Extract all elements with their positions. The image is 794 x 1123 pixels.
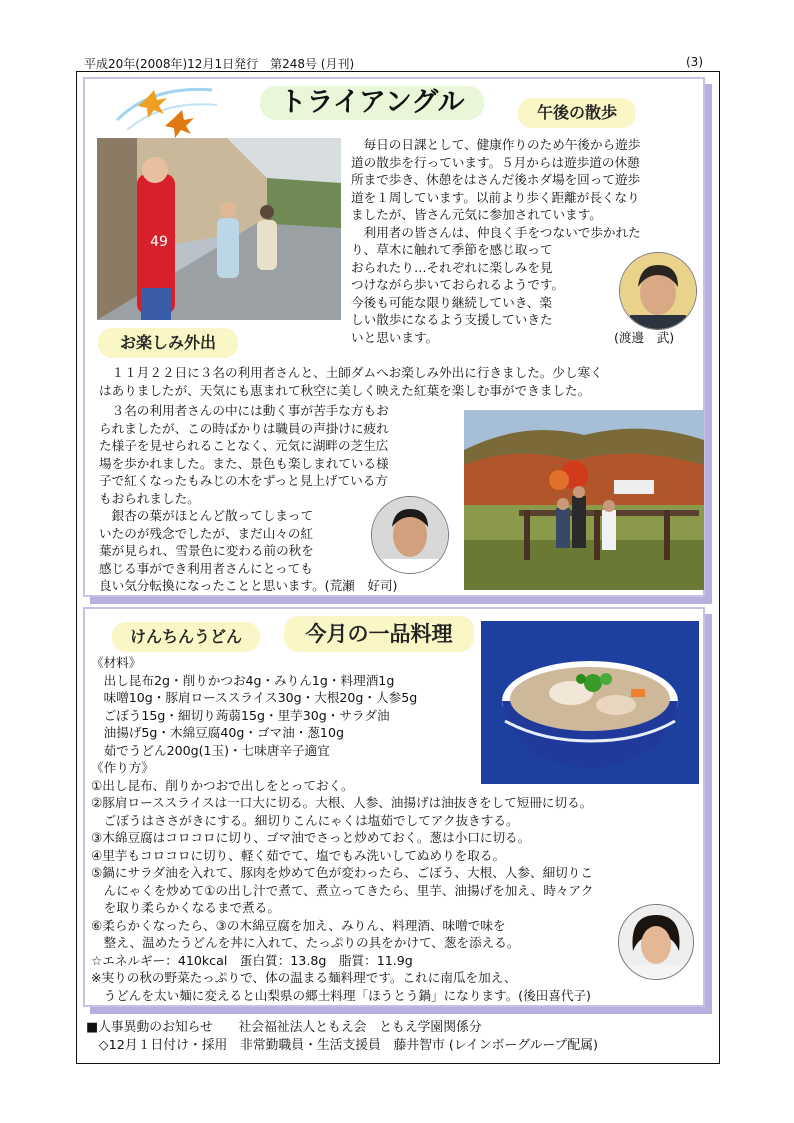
walk-line: つけながら歩いておられるようです。 bbox=[351, 277, 565, 292]
recipe-line: 味噌10g・豚肩ローススライス30g・大根20g・人参5g bbox=[91, 690, 418, 705]
arase-portrait bbox=[371, 496, 449, 574]
walk-line: 所まで歩き、休憩をはさんだ後ホダ場を回って遊歩 bbox=[351, 172, 641, 187]
walk-heading: 午後の散歩 bbox=[518, 98, 636, 128]
outing-line: もおられました。 bbox=[99, 490, 200, 506]
outing-line: 銀杏の葉がほとんど散ってしまって bbox=[99, 508, 314, 523]
recipe-line: 《作り方》 bbox=[91, 760, 154, 775]
autumn-leaves-illustration bbox=[112, 80, 222, 140]
recipe-line: 整え、温めたうどんを丼に入れて、たっぷりの具をかけて、葱を添える。 bbox=[91, 935, 520, 950]
outing-line: １１月２２日に３名の利用者さんと、土師ダムへお楽しみ外出に行きました。少し寒く bbox=[99, 365, 603, 380]
recipe-name-badge: けんちんうどん bbox=[112, 622, 260, 652]
svg-text:49: 49 bbox=[150, 234, 168, 250]
walk-line: 利用者の皆さんは、仲良く手をつないで歩かれた bbox=[351, 224, 641, 240]
ushiroda-portrait bbox=[618, 904, 694, 980]
outing-line: られましたが、この時ばかりは職員の声掛けに疲れ bbox=[99, 420, 389, 436]
walk-line: いと思います。 bbox=[351, 329, 439, 345]
walk-line: おられたり…それぞれに楽しみを見 bbox=[351, 259, 553, 275]
walk-line: 毎日の日課として、健康作りのため午後から遊歩 bbox=[351, 137, 641, 152]
triangle-title: トライアングル bbox=[260, 86, 484, 120]
walk-author: (渡邊 武) bbox=[614, 330, 675, 345]
recipe-line: ①出し昆布、削りかつおで出しをとっておく。 bbox=[91, 777, 354, 793]
outing-line: 子で紅くなったもみじの木をずっと見上げている方 bbox=[99, 473, 388, 488]
recipe-line: ※実りの秋の野菜たっぷりで、体の温まる麺料理です。これに南瓜を加え、 bbox=[91, 970, 517, 985]
recipe-line: ごぼうはささがきにする。細切りこんにゃくは塩茹でしてアク抜きする。 bbox=[91, 812, 519, 828]
recipe-line: 茹でうどん200g(1玉)・七味唐辛子適宜 bbox=[91, 742, 330, 758]
watanabe-portrait bbox=[619, 252, 697, 330]
recipe-title: 今月の一品料理 bbox=[284, 616, 474, 652]
outing-line: ３名の利用者さんの中には動く事が苦手な方もお bbox=[99, 403, 389, 418]
lake-outing-photo bbox=[464, 410, 704, 590]
page-number: (3) bbox=[686, 55, 703, 69]
issue-info: 平成20年(2008年)12月1日発行 第248号 (月刊) bbox=[84, 57, 355, 71]
walk-line: り、草木に触れて季節を感じ取って bbox=[351, 242, 553, 257]
outing-line: 葉が見られ、雪景色に変わる前の秋を bbox=[99, 543, 314, 558]
recipe-line: 出し昆布2g・削りかつお4g・みりん1g・料理酒1g bbox=[91, 672, 395, 688]
notice-heading: ■人事異動のお知らせ 社会福祉法人ともえ会 ともえ学園関係分 bbox=[86, 1020, 482, 1035]
recipe-line: ④里芋もコロコロに切り、軽く茹でて、塩でもみ洗いしてぬめりを取る。 bbox=[91, 847, 506, 863]
outing-intro bbox=[99, 364, 603, 399]
recipe-line: 油揚げ5g・木綿豆腐40g・ゴマ油・葱10g bbox=[91, 725, 344, 740]
walk-line: しい散歩になるよう支援していきた bbox=[351, 312, 553, 327]
recipe-line: ③木綿豆腐はコロコロに切り、ゴマ油でさっと炒めておく。葱は小口に切る。 bbox=[91, 830, 531, 845]
recipe-line: ⑤鍋にサラダ油を入れて、豚肉を炒めて色が変わったら、ごぼう、大根、人参、細切りこ bbox=[91, 865, 593, 880]
recipe-line: んにゃくを炒めて①の出し汁で煮て、煮立ってきたら、里芋、油揚げを加え、時々アク bbox=[91, 882, 594, 898]
recipe-line: ごぼう15g・細切り蒟蒻15g・里芋30g・サラダ油 bbox=[91, 707, 390, 723]
outing-line: 場を歩かれました。また、景色も楽しまれている様 bbox=[99, 455, 389, 471]
personnel-notice bbox=[86, 1019, 598, 1055]
recipe-line: ☆エネルギー：410kcal 蛋白質：13.8g 脂質：11.9g bbox=[91, 952, 413, 968]
outing-text bbox=[99, 402, 397, 595]
outing-line: いたのが残念でしたが、まだ山々の紅 bbox=[99, 525, 314, 541]
recipe-line: うどんを太い麺に変えると山梨県の郷土料理「ほうとう鍋」になります。(後田喜代子) bbox=[91, 987, 591, 1003]
recipe-line: を取り柔らかくなるまで煮る。 bbox=[91, 900, 280, 915]
walk-line: 道を１周しています。以前より歩く距離が長くなり bbox=[351, 189, 640, 205]
outing-line: はありましたが、天気にも恵まれて秋空に美しく映えた紅葉を楽しむ事ができました。 bbox=[99, 382, 591, 398]
walking-photo bbox=[97, 138, 341, 320]
outing-line: た様子を見せられることなく、元気に湖畔の芝生広 bbox=[99, 438, 389, 453]
walk-text bbox=[351, 136, 641, 346]
outing-heading: お楽しみ外出 bbox=[98, 328, 238, 358]
recipe-line: ⑥柔らかくなったら、③の木綿豆腐を加え、みりん、料理酒、味噌で味を bbox=[91, 917, 506, 933]
recipe-text bbox=[91, 654, 593, 1004]
recipe-line: 《材料》 bbox=[91, 655, 142, 670]
outing-line: 良い気分転換になったことと思います。(荒瀬 好司) bbox=[99, 578, 398, 593]
recipe-line: ②豚肩ローススライスは一口大に切る。大根、人参、油揚げは油抜きをして短冊に切る。 bbox=[91, 795, 593, 810]
notice-detail: ◇12月１日付け・採用 非常勤職員・生活支援員 藤井智市 (レインボーグループ配属) bbox=[86, 1038, 598, 1053]
walk-line: 道の散歩を行っています。５月からは遊歩道の休憩 bbox=[351, 154, 640, 170]
walk-line: ましたが、皆さん元気に参加されています。 bbox=[351, 207, 602, 222]
outing-line: 感じる事ができ利用者さんにとっても bbox=[99, 560, 313, 576]
walk-line: 今後も可能な限り継続していき、楽 bbox=[351, 294, 552, 310]
